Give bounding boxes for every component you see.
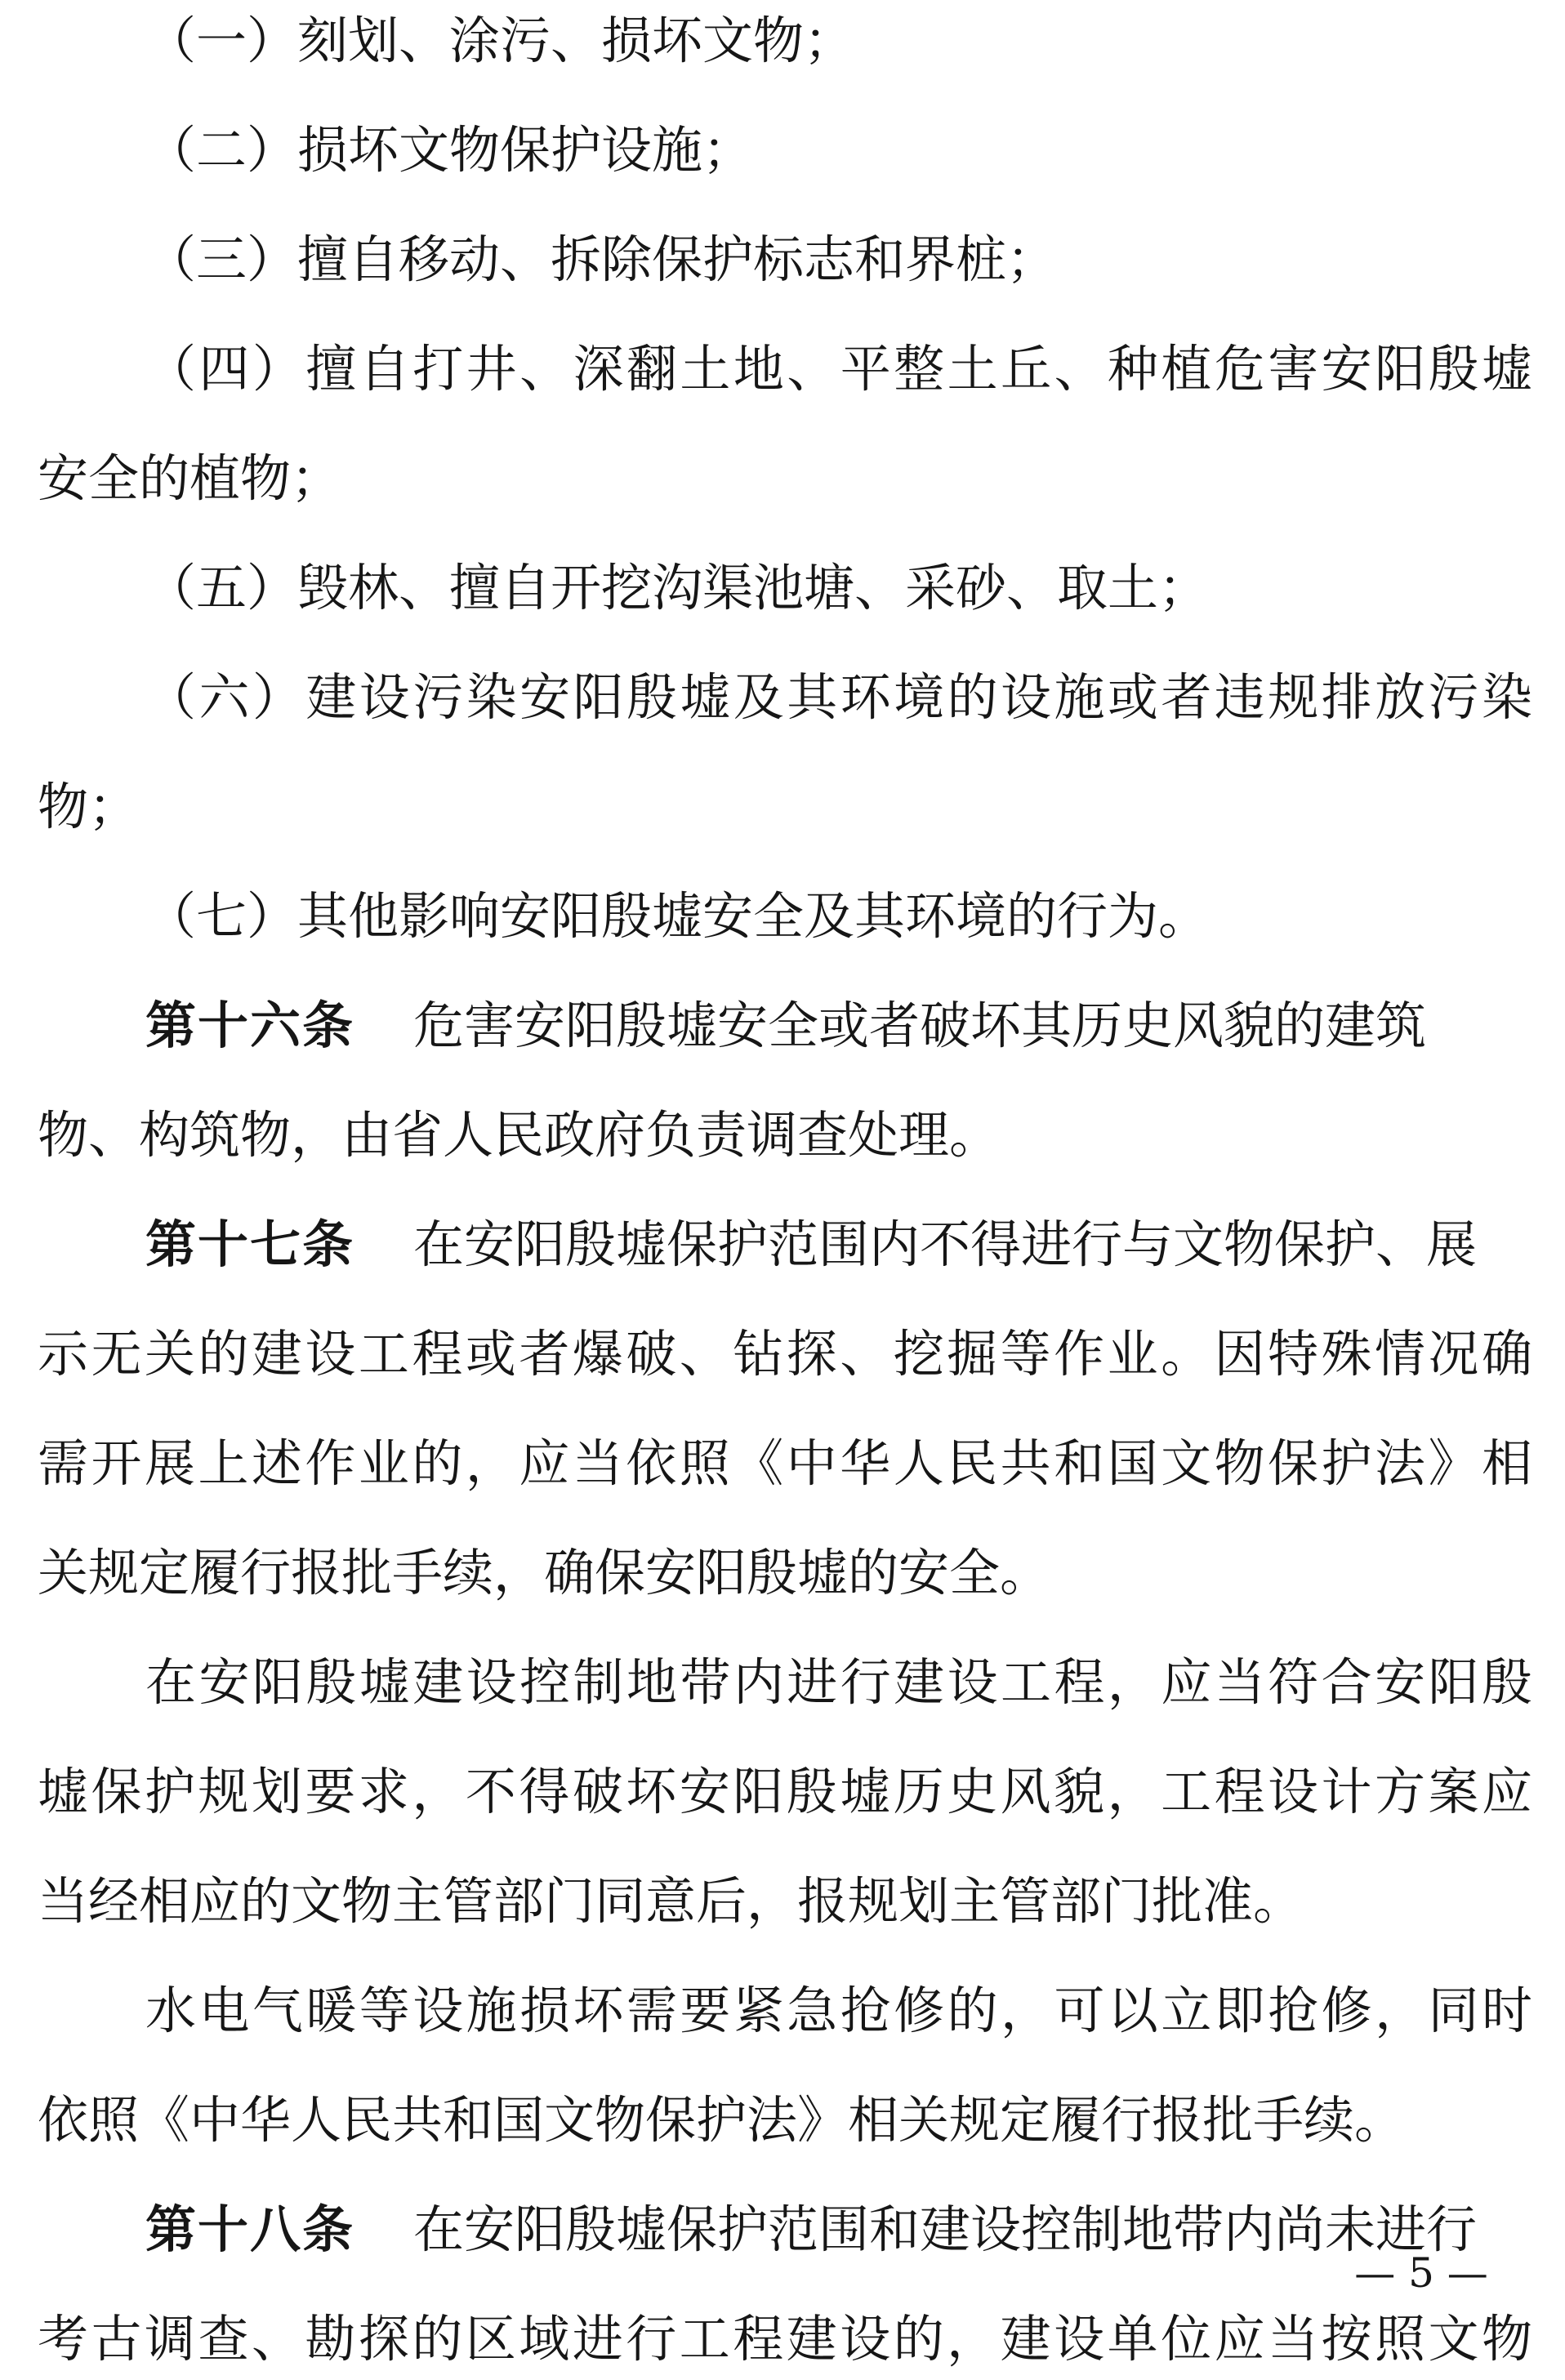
article-17-para-2-line-3 [38,1861,1532,1942]
article-18-line-2 [38,2298,1532,2380]
clause-3-line [145,219,1532,301]
clause-6-line-1 [145,657,1532,738]
clause-4-line-1 [145,328,1532,410]
article-18-label: 第十八条 [145,2199,355,2259]
article-17-line-1 [145,1204,1532,1286]
article-17-line-4 [38,1532,1532,1614]
article-17-text-4: 关规定履行报批手续，确保安阳殷墟的安全。 [38,1543,1051,1602]
article-17-para-2-text-3: 当经相应的文物主管部门同意后，报规划主管部门批准。 [38,1871,1304,1931]
article-17-text-2: 示无关的建设工程或者爆破、钻探、挖掘等作业。因特殊情况确 [38,1324,1532,1384]
article-17-line-3 [38,1423,1532,1504]
clause-4-line-2 [38,438,1532,519]
page-number: — 5 — [1354,2249,1488,2297]
article-17-para-2-text-1: 在安阳殷墟建设控制地带内进行建设工程，应当符合安阳殷 [145,1652,1532,1712]
article-17-para-3-text-2: 依照《中华人民共和国文物保护法》相关规定履行报批手续。 [38,2090,1406,2150]
article-18-text-2: 考古调查、勘探的区域进行工程建设的，建设单位应当按照文物 [38,2309,1532,2369]
clause-1-text: （一）刻划、涂污、损坏文物； [145,11,855,70]
clause-2-text: （二）损坏文物保护设施； [145,120,754,180]
article-16-text-1: 危害安阳殷墟安全或者破坏其历史风貌的建筑 [413,996,1427,1055]
article-17-para-2-line-2 [38,1751,1532,1833]
clause-6-text-1: （六）建设污染安阳殷墟及其环境的设施或者违规排放污染 [145,667,1532,727]
article-17-text-3: 需开展上述作业的，应当依照《中华人民共和国文物保护法》相 [38,1433,1532,1493]
clause-6-line-2 [38,766,1532,848]
article-17-text-1: 在安阳殷墟保护范围内不得进行与文物保护、展 [413,1215,1478,1274]
article-17-line-2 [38,1313,1532,1395]
article-16-text-2: 物、构筑物，由省人民政府负责调查处理。 [38,1105,1001,1165]
article-17-para-3-line-1 [145,1970,1532,2052]
article-17-para-3-line-2 [38,2079,1532,2161]
clause-6-text-2: 物； [38,777,140,836]
clause-2-line [145,109,1532,191]
clause-5-text: （五）毁林、擅自开挖沟渠池塘、采砂、取土； [145,558,1210,617]
clause-7-line [145,876,1532,957]
clause-3-text: （三）擅自移动、拆除保护标志和界桩； [145,230,1058,289]
article-16-label: 第十六条 [145,996,355,1055]
article-17-label: 第十七条 [145,1215,355,1274]
article-16-line-1 [145,985,1532,1067]
clause-4-text-2: 安全的植物； [38,448,342,508]
clause-7-text: （七）其他影响安阳殷墟安全及其环境的行为。 [145,886,1210,946]
article-17-para-2-line-1 [145,1642,1532,1723]
clause-4-text-1: （四）擅自打井、深翻土地、平整土丘、种植危害安阳殷墟 [145,339,1532,399]
article-16-line-2 [38,1094,1532,1176]
article-18-text-1: 在安阳殷墟保护范围和建设控制地带内尚未进行 [413,2199,1478,2259]
article-17-para-3-text-1: 水电气暖等设施损坏需要紧急抢修的，可以立即抢修，同时 [145,1981,1532,2040]
clause-1-line [145,0,1532,82]
clause-5-line [145,547,1532,629]
article-17-para-2-text-2: 墟保护规划要求，不得破坏安阳殷墟历史风貌，工程设计方案应 [38,1762,1532,1821]
